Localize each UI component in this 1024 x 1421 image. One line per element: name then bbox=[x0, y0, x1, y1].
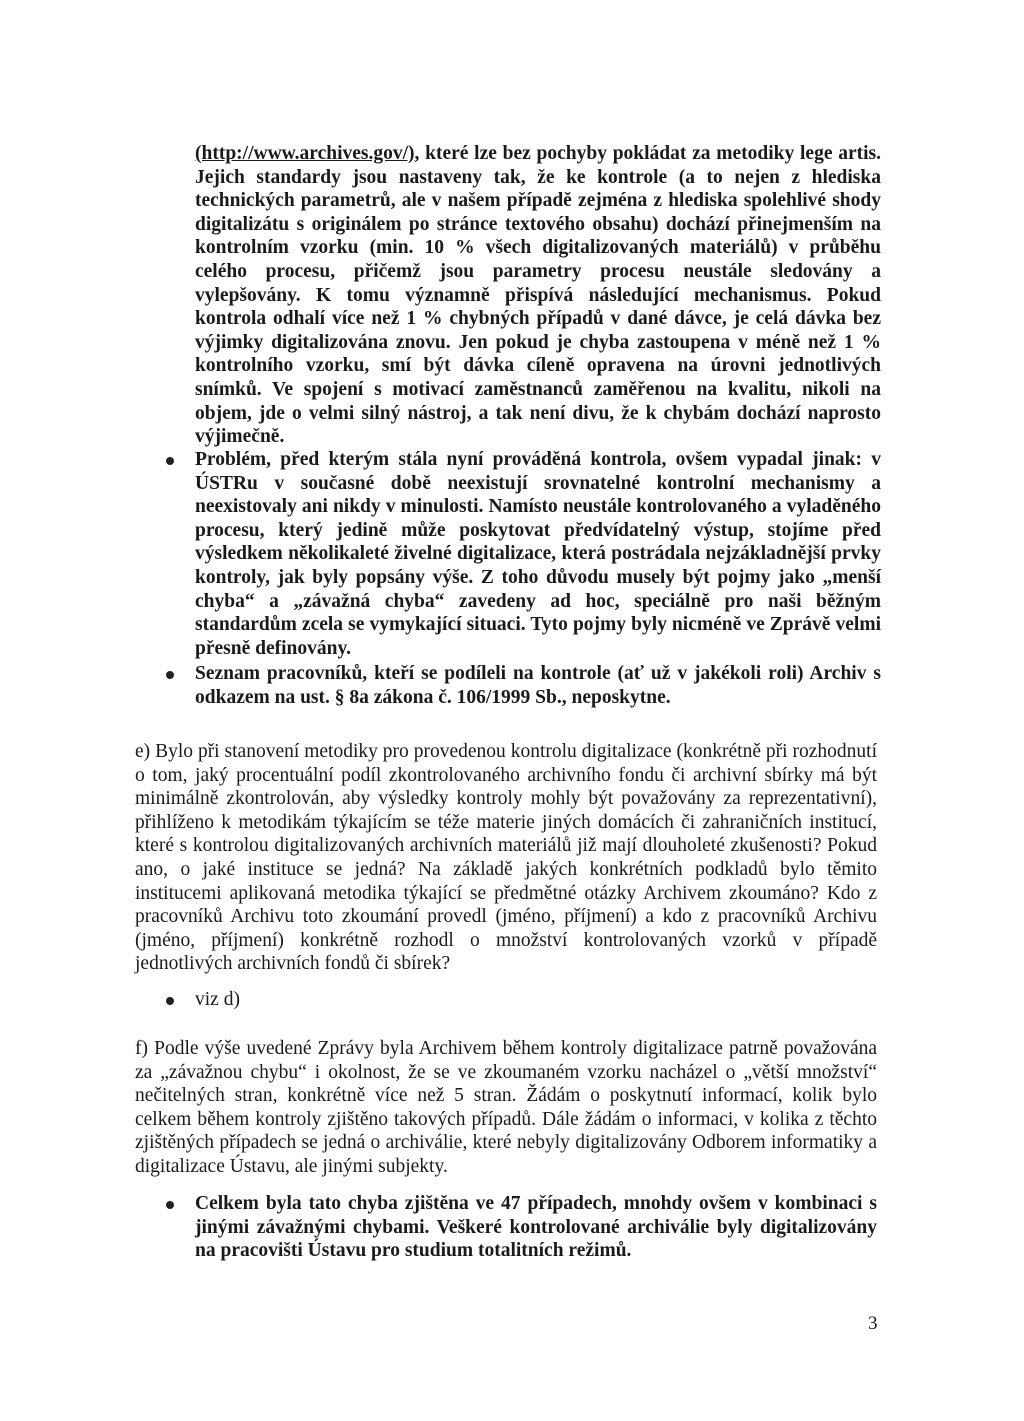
continued-answer-text bbox=[195, 142, 881, 449]
bullet-text: Problém, před kterým stála nyní prováděná kontrola, ovšem vypadal jinak: v ÚSTRu v současné době neexistují srovnatelné kontrolní mechanismy a neexistovaly ani nikdy v minulosti. Namísto neustále kontrolovaného a vyladěného procesu, který jedině může poskytovat předvídatelný výstup, stojíme před výsledkem několikaleté živelné digitalizace, která postrádala nejzákladnější prvky kontroly, jak byly popsány výše. Z toho důvodu musely být pojmy jako „menší chyba“ a „závažná chyba“ zavedeny ad hoc, speciálně pro naši běžným standardům zcela se vymykající situaci. Tyto pojmy byly nicméně ve Zprávě velmi přesně definovány. bbox=[195, 449, 881, 659]
continued-answer-block bbox=[195, 142, 881, 449]
answer-f-block bbox=[195, 1192, 877, 1263]
continued-answer-body: , které lze bez pochyby pokládat za metodiky lege artis. Jejich standardy jsou nastaveny tak, že ke kontrole (a to nejen z hlediska technických parametrů, ale v našem případě zejména z hlediska spolehlivé shody digitalizátu s originálem po stránce textového obsahu) dochází přinejmenším na kontrolním vzorku (min. 10 % všech digitalizovaných materiálů) v průběhu celého procesu, přičemž jsou parametry procesu neustále sledovány a vylepšovány. K tomu významně přispívá následující mechanismus. Pokud kontrola odhalí více než 1 % chybných případů v dané dávce, je celá dávka bez výjimky digitalizována znovu. Jen pokud je chyba zastoupena v méně než 1 % kontrolního vzorku, smí být dávka cíleně opravena na úrovni jednotlivých snímků. Ve spojení s motivací zaměstnanců zaměřenou na kvalitu, nikoli na objem, jde o velmi silný nástroj, a tak není divu, že k chybám dochází naprosto výjimečně. bbox=[195, 143, 881, 448]
answer-e-text: viz d) bbox=[195, 989, 240, 1010]
question-e-block bbox=[135, 740, 877, 976]
bullet-icon bbox=[166, 671, 174, 679]
list-item bbox=[195, 1192, 877, 1263]
question-e-text: e) Bylo při stanovení metodiky pro provedenou kontrolu digitalizace (konkrétně při rozhodnutí o tom, jaký procentuální podíl zkontrolovaného archivního fondu či archivní sbírky má být minimálně zkontrolován, aby výsledky kontroly mohly být považovány za reprezentativní), přihlíženo k metodikám týkajícím se téže materie jiných domácích či zahraničních institucí, které s kontrolou digitalizovaných archivních materiálů již mají dlouholeté zkušenosti? Pokud ano, o jaké instituce se jedná? Na základě jakých konkrétních podkladů bylo těmito institucemi aplikovaná metodika týkající se předmětné otázky Archivem zkoumáno? Kdo z pracovníků Archivu toto zkoumání provedl (jméno, příjmení) a kdo z pracovníků Archivu (jméno, příjmení) konkrétně rozhodl o množství kontrolovaných vzorků v případě jednotlivých archivních fondů či sbírek? bbox=[135, 741, 877, 975]
question-f-block bbox=[135, 1037, 877, 1179]
question-f-text: f) Podle výše uvedené Zprávy byla Archivem během kontroly digitalizace patrně považována za „závažnou chybu“ i okolnost, že se ve zkoumaném vzorku nacházel o „větší množství“ nečitelných stran, konkrétně více než 5 stran. Žádám o poskytnutí informací, kolik bylo celkem během kontroly zjištěno takových případů. Dále žádám o informaci, v kolika z těchto zjištěných případech se jedná o archiválie, které nebyly digitalizovány Odborem informatiky a digitalizace Ústavu, ale jinými subjekty. bbox=[135, 1038, 877, 1177]
answer-f-text: Celkem byla tato chyba zjištěna ve 47 případech, mnohdy ovšem v kombinaci s jinými závažnými chybami. Veškeré kontrolované archiválie byly digitalizovány na pracovišti Ústavu pro studium totalitních režimů. bbox=[195, 1193, 877, 1262]
answer-e-block bbox=[195, 988, 495, 1012]
bullet-icon bbox=[166, 997, 174, 1005]
page-number: 3 bbox=[868, 1313, 878, 1334]
answer-d-bullets bbox=[195, 448, 881, 710]
bullet-icon bbox=[166, 1201, 174, 1209]
bullet-text: Seznam pracovníků, kteří se podíleli na kontrole (ať už v jakékoli roli) Archiv s odkazem na ust. § 8a zákona č. 106/1999 Sb., neposkytne. bbox=[195, 663, 881, 708]
list-item bbox=[195, 662, 881, 709]
list-item bbox=[195, 448, 881, 660]
list-item bbox=[195, 988, 495, 1012]
bullet-icon bbox=[166, 457, 174, 465]
archives-link[interactable]: (http://www.archives.gov/) bbox=[195, 143, 415, 164]
